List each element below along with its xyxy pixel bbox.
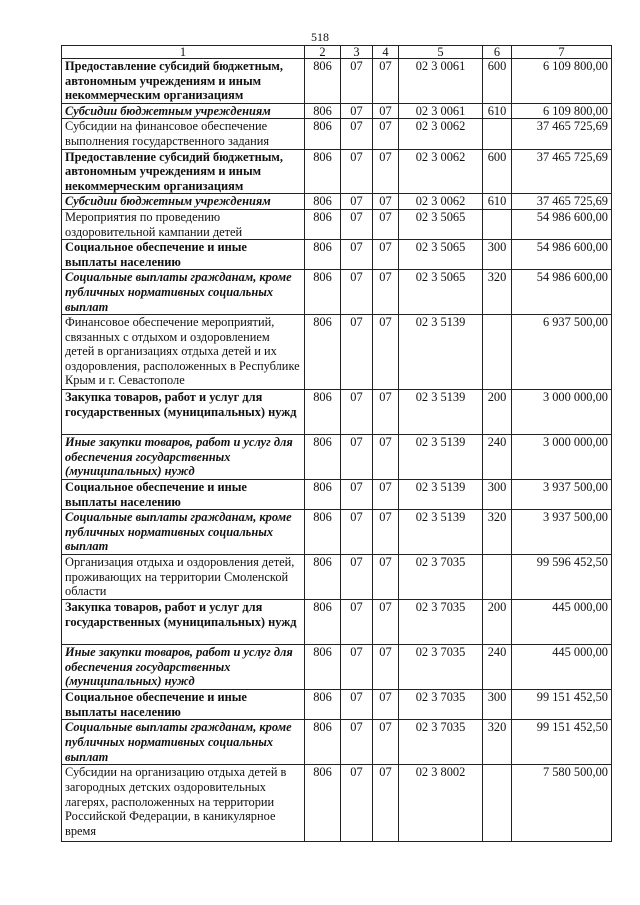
row-code-csr: 02 3 5065	[399, 240, 483, 270]
row-code-csr: 02 3 0062	[399, 119, 483, 149]
row-code-rz: 07	[341, 315, 373, 390]
row-name: Социальное обеспечение и иные выплаты населению	[62, 690, 305, 720]
row-code-gr: 806	[305, 690, 341, 720]
table-row	[62, 435, 612, 480]
row-code-rz: 07	[341, 555, 373, 600]
row-code-vr: 240	[483, 435, 512, 480]
row-name: Закупка товаров, работ и услуг для государственных (муниципальных) нужд	[62, 600, 305, 645]
row-name: Финансовое обеспечение мероприятий, связанных с отдыхом и оздоровлением детей в организациях отдыха детей и их оздоровления, расположенных в Республике Крым и г. Севастополе	[62, 315, 305, 390]
row-name: Субсидии на финансовое обеспечение выполнения государственного задания	[62, 119, 305, 149]
header-col-2: 2	[305, 46, 341, 59]
row-amount: 445 000,00	[512, 645, 612, 690]
row-code-vr: 300	[483, 240, 512, 270]
row-code-rz: 07	[341, 600, 373, 645]
row-code-csr: 02 3 7035	[399, 645, 483, 690]
table-row	[62, 194, 612, 210]
table-row	[62, 103, 612, 119]
row-code-vr	[483, 119, 512, 149]
row-name: Закупка товаров, работ и услуг для государственных (муниципальных) нужд	[62, 390, 305, 435]
row-code-gr: 806	[305, 510, 341, 555]
table-row	[62, 765, 612, 842]
row-code-gr: 806	[305, 435, 341, 480]
row-code-vr: 320	[483, 720, 512, 765]
row-code-pr: 07	[373, 59, 399, 104]
table-row	[62, 209, 612, 239]
table-row	[62, 555, 612, 600]
row-code-rz: 07	[341, 209, 373, 239]
row-code-rz: 07	[341, 645, 373, 690]
row-name: Мероприятия по проведению оздоровительной кампании детей	[62, 209, 305, 239]
row-code-pr: 07	[373, 645, 399, 690]
row-name: Субсидии бюджетным учреждениям	[62, 194, 305, 210]
row-amount: 7 580 500,00	[512, 765, 612, 842]
row-code-pr: 07	[373, 435, 399, 480]
row-name: Организация отдыха и оздоровления детей, проживающих на территории Смоленской области	[62, 555, 305, 600]
row-code-rz: 07	[341, 690, 373, 720]
row-code-csr: 02 3 0061	[399, 59, 483, 104]
table-row	[62, 240, 612, 270]
header-col-1: 1	[62, 46, 305, 59]
row-name: Иные закупки товаров, работ и услуг для обеспечения государственных (муниципальных) нужд	[62, 645, 305, 690]
row-code-rz: 07	[341, 720, 373, 765]
row-code-pr: 07	[373, 240, 399, 270]
header-col-5: 5	[399, 46, 483, 59]
row-code-vr: 610	[483, 103, 512, 119]
row-code-vr: 610	[483, 194, 512, 210]
row-code-pr: 07	[373, 480, 399, 510]
row-code-csr: 02 3 0062	[399, 149, 483, 194]
table-row	[62, 59, 612, 104]
row-code-vr: 320	[483, 510, 512, 555]
row-name: Субсидии бюджетным учреждениям	[62, 103, 305, 119]
row-code-gr: 806	[305, 59, 341, 104]
row-code-csr: 02 3 7035	[399, 720, 483, 765]
row-code-vr: 200	[483, 390, 512, 435]
budget-table	[61, 45, 612, 842]
table-row	[62, 480, 612, 510]
row-code-rz: 07	[341, 435, 373, 480]
page-number: 518	[311, 30, 329, 44]
row-code-rz: 07	[341, 119, 373, 149]
row-code-csr: 02 3 5139	[399, 510, 483, 555]
row-code-rz: 07	[341, 194, 373, 210]
row-code-rz: 07	[341, 59, 373, 104]
header-col-4: 4	[373, 46, 399, 59]
table-header-row	[62, 46, 612, 59]
row-code-vr: 300	[483, 690, 512, 720]
row-code-pr: 07	[373, 720, 399, 765]
row-code-vr: 200	[483, 600, 512, 645]
row-code-csr: 02 3 5065	[399, 270, 483, 315]
table-row	[62, 510, 612, 555]
row-code-vr: 600	[483, 59, 512, 104]
row-code-pr: 07	[373, 690, 399, 720]
row-code-pr: 07	[373, 390, 399, 435]
row-code-gr: 806	[305, 765, 341, 842]
row-code-pr: 07	[373, 119, 399, 149]
row-code-pr: 07	[373, 194, 399, 210]
row-code-vr: 240	[483, 645, 512, 690]
row-code-rz: 07	[341, 149, 373, 194]
row-code-csr: 02 3 8002	[399, 765, 483, 842]
row-code-vr: 320	[483, 270, 512, 315]
row-code-gr: 806	[305, 555, 341, 600]
row-code-rz: 07	[341, 240, 373, 270]
row-code-rz: 07	[341, 270, 373, 315]
row-code-pr: 07	[373, 600, 399, 645]
row-amount: 37 465 725,69	[512, 119, 612, 149]
row-code-pr: 07	[373, 555, 399, 600]
row-code-vr	[483, 555, 512, 600]
row-code-csr: 02 3 5139	[399, 480, 483, 510]
row-code-gr: 806	[305, 645, 341, 690]
row-code-rz: 07	[341, 103, 373, 119]
table-row	[62, 315, 612, 390]
row-amount: 3 937 500,00	[512, 510, 612, 555]
row-code-vr: 300	[483, 480, 512, 510]
row-code-csr: 02 3 5065	[399, 209, 483, 239]
row-name: Предоставление субсидий бюджетным, автономным учреждениям и иным некоммерческим организациям	[62, 59, 305, 104]
row-amount: 99 151 452,50	[512, 690, 612, 720]
row-code-csr: 02 3 7035	[399, 555, 483, 600]
row-code-vr	[483, 765, 512, 842]
row-code-gr: 806	[305, 315, 341, 390]
row-code-gr: 806	[305, 600, 341, 645]
row-code-vr	[483, 315, 512, 390]
table-row	[62, 390, 612, 435]
row-amount: 99 151 452,50	[512, 720, 612, 765]
row-amount: 6 109 800,00	[512, 59, 612, 104]
row-amount: 99 596 452,50	[512, 555, 612, 600]
row-code-csr: 02 3 7035	[399, 600, 483, 645]
row-code-csr: 02 3 5139	[399, 315, 483, 390]
row-code-pr: 07	[373, 510, 399, 555]
row-amount: 54 986 600,00	[512, 270, 612, 315]
row-code-csr: 02 3 0061	[399, 103, 483, 119]
row-code-rz: 07	[341, 390, 373, 435]
row-code-gr: 806	[305, 149, 341, 194]
header-col-6: 6	[483, 46, 512, 59]
row-code-rz: 07	[341, 480, 373, 510]
table-row	[62, 645, 612, 690]
row-code-csr: 02 3 7035	[399, 690, 483, 720]
table-row	[62, 149, 612, 194]
row-amount: 445 000,00	[512, 600, 612, 645]
row-code-csr: 02 3 5139	[399, 390, 483, 435]
row-amount: 3 937 500,00	[512, 480, 612, 510]
row-name: Социальные выплаты гражданам, кроме публичных нормативных социальных выплат	[62, 270, 305, 315]
row-amount: 37 465 725,69	[512, 194, 612, 210]
row-amount: 3 000 000,00	[512, 390, 612, 435]
row-amount: 54 986 600,00	[512, 209, 612, 239]
row-name: Социальные выплаты гражданам, кроме публичных нормативных социальных выплат	[62, 510, 305, 555]
table-row	[62, 690, 612, 720]
row-code-gr: 806	[305, 240, 341, 270]
header-col-7: 7	[512, 46, 612, 59]
row-code-vr	[483, 209, 512, 239]
row-code-rz: 07	[341, 510, 373, 555]
row-code-pr: 07	[373, 270, 399, 315]
row-name: Социальное обеспечение и иные выплаты населению	[62, 480, 305, 510]
row-code-csr: 02 3 0062	[399, 194, 483, 210]
row-amount: 37 465 725,69	[512, 149, 612, 194]
table-row	[62, 720, 612, 765]
row-code-rz: 07	[341, 765, 373, 842]
row-name: Социальное обеспечение и иные выплаты населению	[62, 240, 305, 270]
row-code-pr: 07	[373, 315, 399, 390]
row-amount: 6 109 800,00	[512, 103, 612, 119]
row-code-gr: 806	[305, 390, 341, 435]
row-code-gr: 806	[305, 103, 341, 119]
row-amount: 3 000 000,00	[512, 435, 612, 480]
row-code-gr: 806	[305, 194, 341, 210]
row-code-pr: 07	[373, 209, 399, 239]
row-amount: 6 937 500,00	[512, 315, 612, 390]
row-code-gr: 806	[305, 480, 341, 510]
row-code-csr: 02 3 5139	[399, 435, 483, 480]
row-code-gr: 806	[305, 119, 341, 149]
row-amount: 54 986 600,00	[512, 240, 612, 270]
row-name: Социальные выплаты гражданам, кроме публичных нормативных социальных выплат	[62, 720, 305, 765]
table-row	[62, 600, 612, 645]
row-code-pr: 07	[373, 765, 399, 842]
header-col-3: 3	[341, 46, 373, 59]
row-code-pr: 07	[373, 149, 399, 194]
row-name: Предоставление субсидий бюджетным, автономным учреждениям и иным некоммерческим организациям	[62, 149, 305, 194]
row-code-vr: 600	[483, 149, 512, 194]
table-row	[62, 270, 612, 315]
row-code-gr: 806	[305, 720, 341, 765]
row-code-pr: 07	[373, 103, 399, 119]
row-code-gr: 806	[305, 270, 341, 315]
row-name: Субсидии на организацию отдыха детей в загородных детских оздоровительных лагерях, расположенных на территории Российской Федерации, в каникулярное время	[62, 765, 305, 842]
row-name: Иные закупки товаров, работ и услуг для обеспечения государственных (муниципальных) нужд	[62, 435, 305, 480]
table-row	[62, 119, 612, 149]
row-code-gr: 806	[305, 209, 341, 239]
